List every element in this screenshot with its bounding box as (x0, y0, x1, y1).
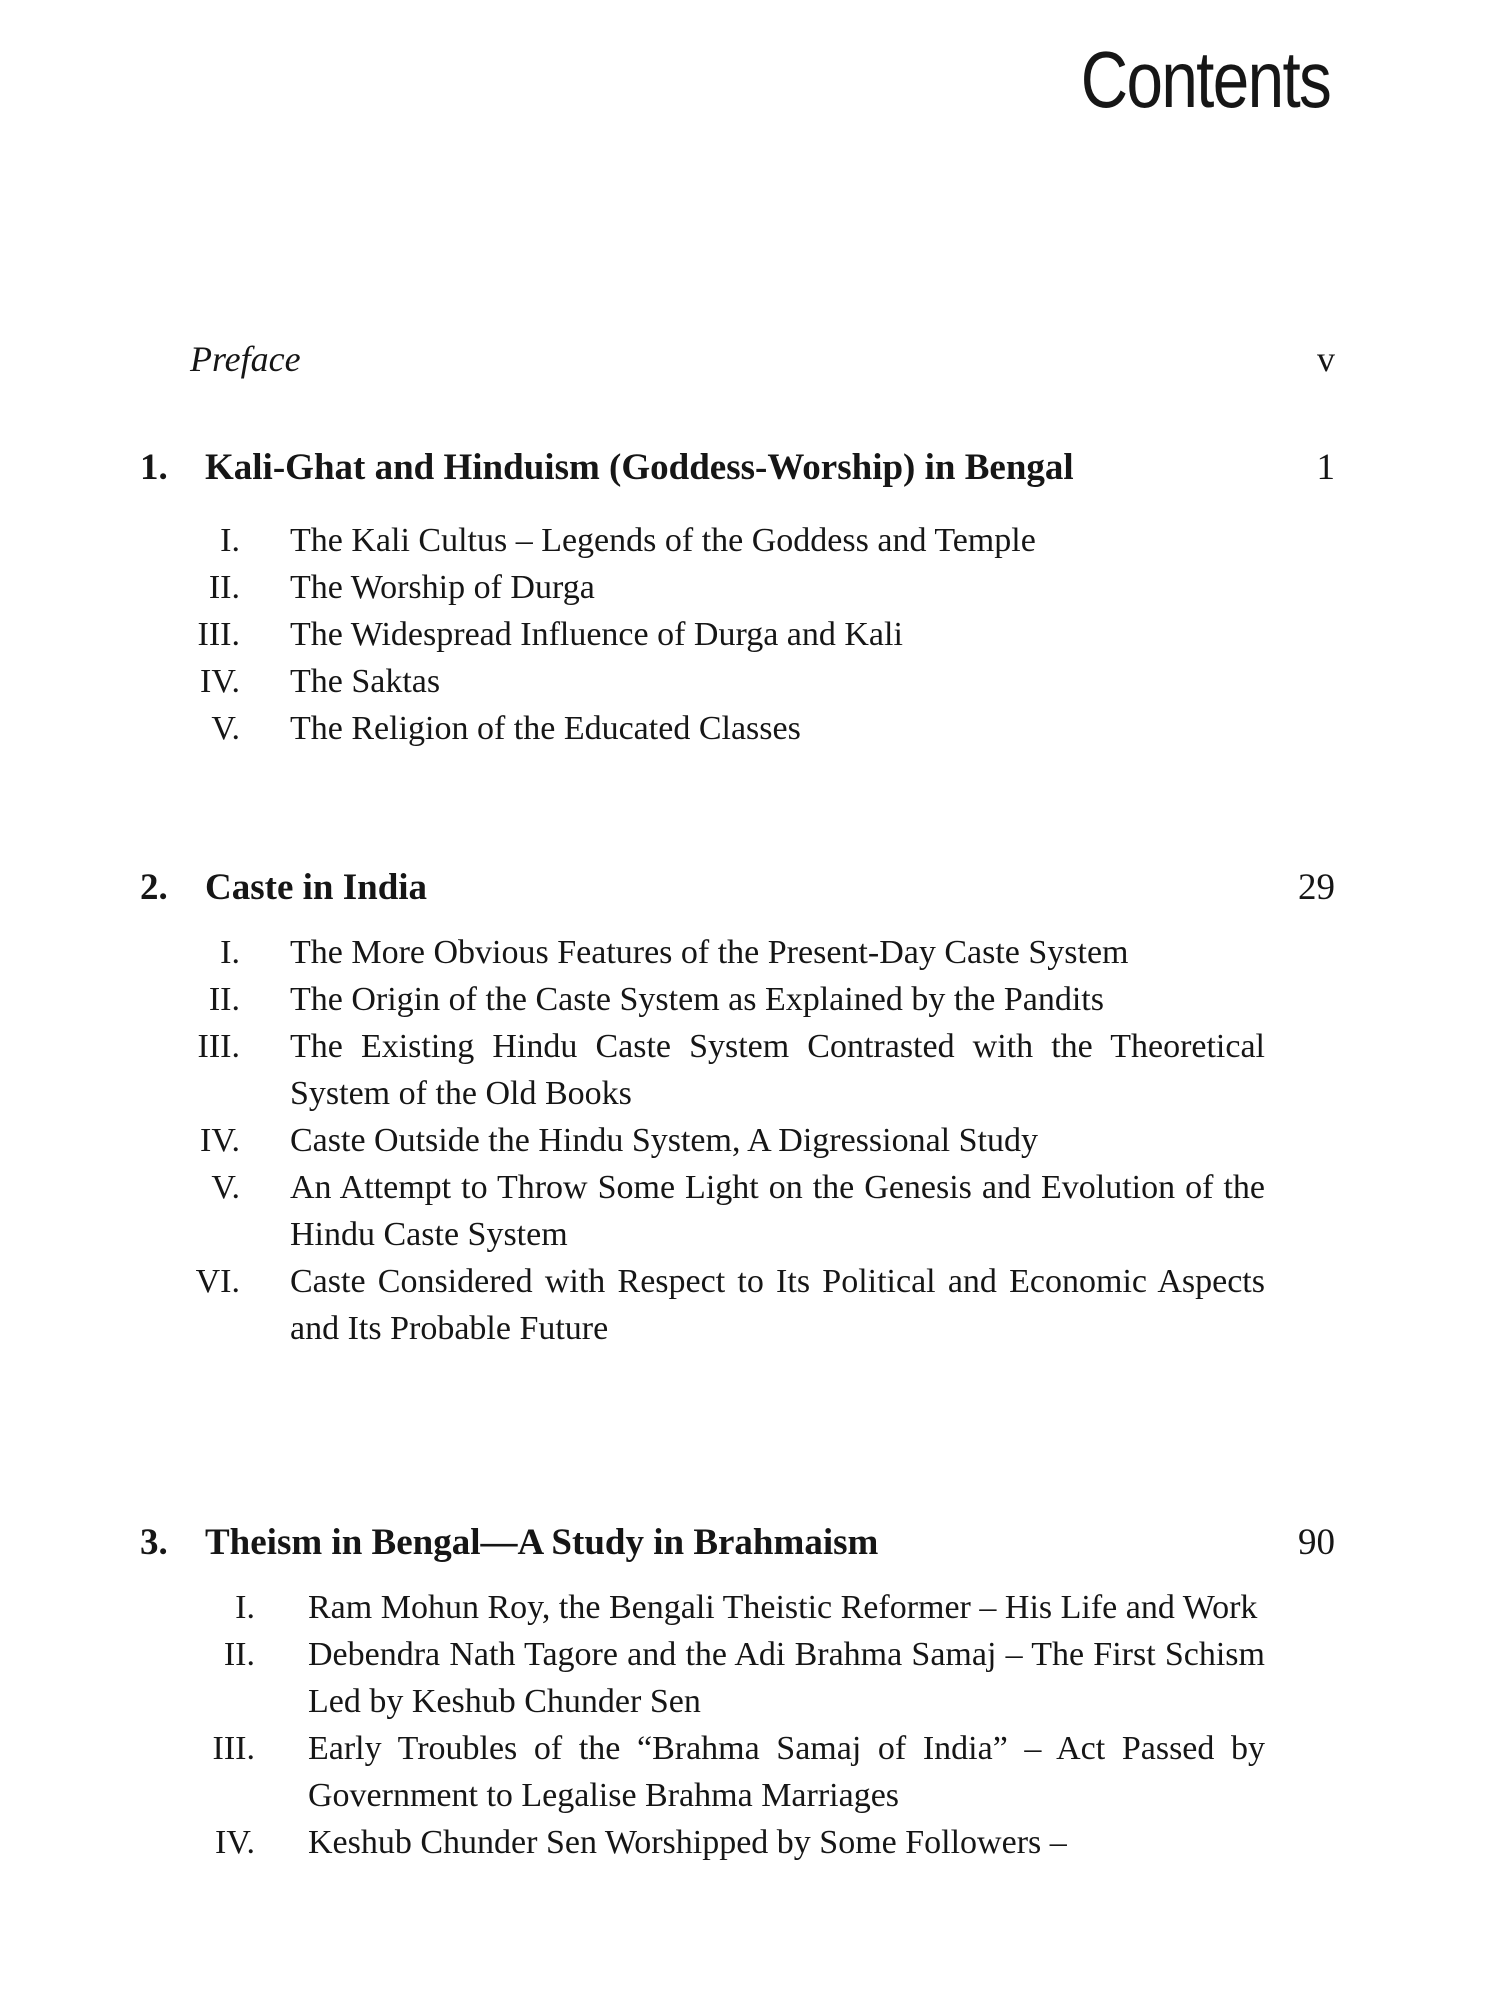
section-numeral: III. (197, 1028, 240, 1065)
section-numeral: III. (212, 1730, 255, 1767)
section-item (140, 1819, 1335, 1866)
preface-page-number: v (1317, 339, 1335, 379)
section-title: An Attempt to Throw Some Light on the Genesis and Evolution of the Hindu Caste System (290, 1169, 1265, 1253)
section-list (140, 929, 1335, 1352)
section-item (140, 658, 1335, 705)
section-numeral: IV. (200, 1122, 240, 1159)
section-title: The Saktas (290, 663, 441, 700)
chapter-title: Theism in Bengal—A Study in Brahmaism (205, 1522, 879, 1563)
toc-chapter-3 (140, 1515, 1335, 1866)
section-numeral: VI. (195, 1263, 240, 1300)
chapter-title: Kali-Ghat and Hinduism (Goddess-Worship) in Bengal (205, 447, 1074, 488)
section-item (140, 1258, 1335, 1352)
section-item (140, 1117, 1335, 1164)
section-item (140, 976, 1335, 1023)
section-numeral: II. (223, 1636, 255, 1673)
section-title: The Origin of the Caste System as Explained by the Pandits (290, 981, 1104, 1018)
chapter-heading (140, 1515, 1335, 1570)
chapter-number: 1. (140, 447, 168, 488)
section-title: The Widespread Influence of Durga and Kali (290, 616, 903, 653)
section-item (140, 1584, 1335, 1631)
section-item (140, 929, 1335, 976)
section-title: The Worship of Durga (290, 569, 595, 606)
chapter-number: 3. (140, 1522, 168, 1563)
section-title: The Religion of the Educated Classes (290, 710, 801, 747)
chapter-heading (140, 860, 1335, 915)
chapter-page-number: 90 (1298, 1522, 1335, 1563)
section-numeral: I. (220, 934, 240, 971)
page-title: Contents (1080, 35, 1330, 124)
section-numeral: IV. (215, 1824, 255, 1861)
section-list (140, 517, 1335, 752)
section-title: Debendra Nath Tagore and the Adi Brahma Samaj – The First Schism Led by Keshub Chunder Sen (308, 1636, 1265, 1720)
toc-chapter-1 (140, 440, 1335, 752)
section-item (140, 1023, 1335, 1117)
section-item (140, 564, 1335, 611)
section-numeral: V. (211, 710, 240, 747)
section-title: Early Troubles of the “Brahma Samaj of India” – Act Passed by Government to Legalise Brahma Marriages (308, 1730, 1265, 1814)
section-numeral: III. (197, 616, 240, 653)
section-item (140, 1164, 1335, 1258)
toc-entry-preface (190, 338, 1335, 388)
section-title: The Existing Hindu Caste System Contrasted with the Theoretical System of the Old Books (290, 1028, 1265, 1112)
section-numeral: II. (208, 981, 240, 1018)
section-numeral: I. (220, 522, 240, 559)
chapter-number: 2. (140, 867, 168, 908)
chapter-page-number: 1 (1316, 447, 1335, 488)
chapter-title: Caste in India (205, 867, 428, 908)
chapter-heading (140, 440, 1335, 495)
section-numeral: IV. (200, 663, 240, 700)
toc-chapter-2 (140, 860, 1335, 1352)
section-title: Caste Outside the Hindu System, A Digressional Study (290, 1122, 1038, 1159)
section-numeral: II. (208, 569, 240, 606)
section-item (140, 517, 1335, 564)
section-numeral: V. (211, 1169, 240, 1206)
section-title: The Kali Cultus – Legends of the Goddess and Temple (290, 522, 1036, 559)
section-item (140, 611, 1335, 658)
section-title: The More Obvious Features of the Present-Day Caste System (290, 934, 1129, 971)
section-title: Keshub Chunder Sen Worshipped by Some Followers – (308, 1824, 1067, 1861)
section-item (140, 1631, 1335, 1725)
section-item (140, 705, 1335, 752)
section-title: Caste Considered with Respect to Its Political and Economic Aspects and Its Probable Future (290, 1263, 1265, 1347)
chapter-page-number: 29 (1298, 867, 1335, 908)
preface-label: Preface (190, 339, 301, 379)
section-item (140, 1725, 1335, 1819)
section-numeral: I. (235, 1589, 255, 1626)
section-list (140, 1584, 1335, 1866)
section-title: Ram Mohun Roy, the Bengali Theistic Reformer – His Life and Work (308, 1589, 1258, 1626)
